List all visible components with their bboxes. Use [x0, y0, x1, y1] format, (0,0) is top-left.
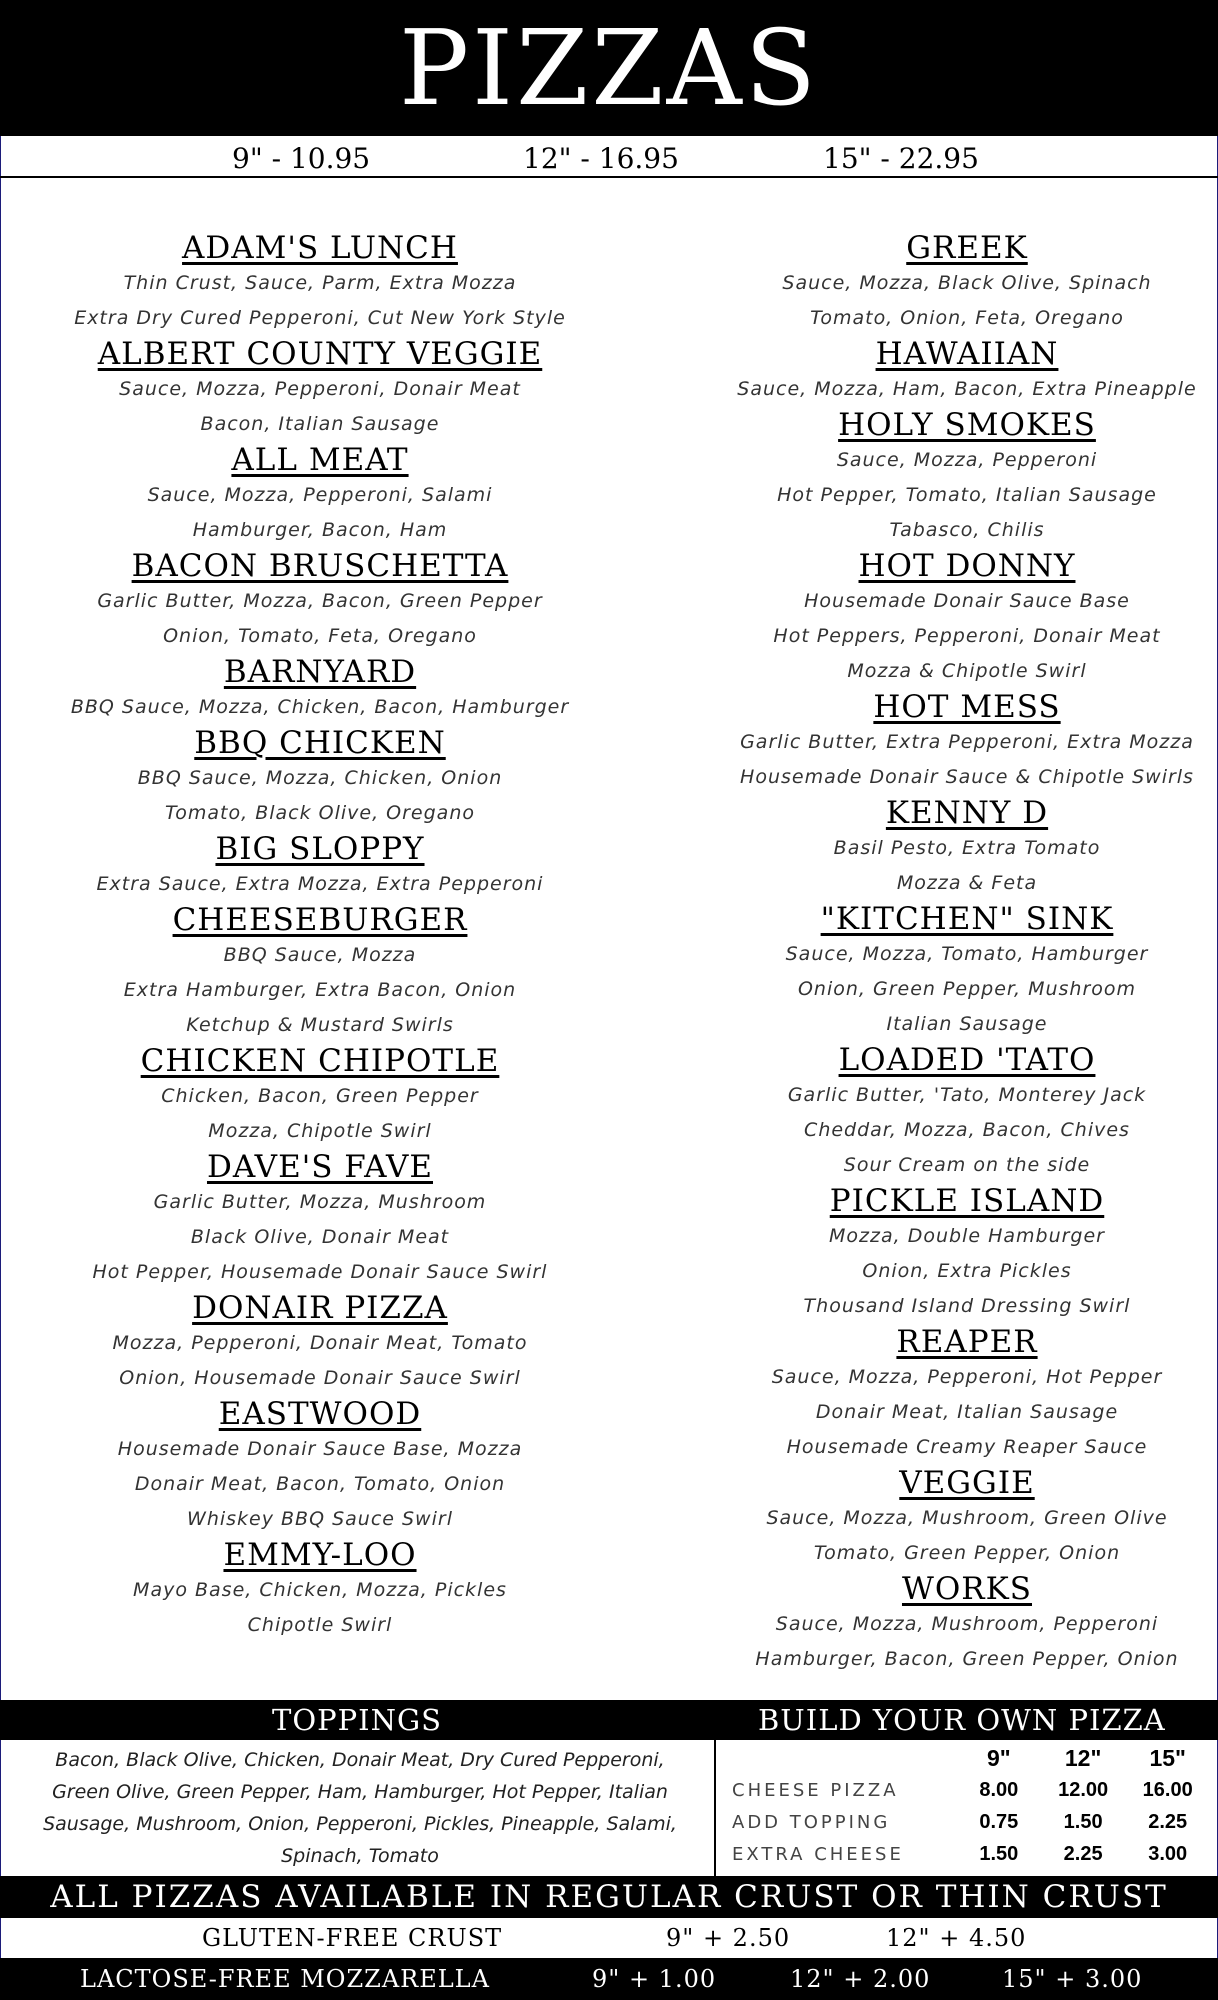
pizza-ingredients: Bacon, Italian Sausage — [200, 413, 440, 435]
toppings-title: TOPPINGS — [272, 1703, 443, 1737]
pizza-name: REAPER — [896, 1324, 1038, 1360]
pizza-ingredients: Sauce, Mozza, Mushroom, Pepperoni — [775, 1613, 1159, 1635]
pizza-name: KENNY D — [885, 795, 1049, 831]
pizza-item-hot-mess — [677, 689, 1218, 795]
pizza-name: VEGGIE — [899, 1465, 1035, 1501]
pizza-name: BARNYARD — [223, 654, 417, 690]
pizza-ingredients: Onion, Green Pepper, Mushroom — [797, 978, 1137, 1000]
size-price-15: 15" - 22.95 — [823, 142, 979, 175]
pizza-ingredients: Basil Pesto, Extra Tomato — [833, 837, 1101, 859]
pizza-ingredients: Garlic Butter, Extra Pepperoni, Extra Mozza — [740, 731, 1194, 753]
page-title: PIZZAS — [0, 0, 1218, 136]
pizza-item-albert-county-veggie — [30, 336, 610, 442]
pizza-ingredients: Extra Dry Cured Pepperoni, Cut New York Style — [74, 307, 566, 329]
pizza-name: BACON BRUSCHETTA — [131, 548, 509, 584]
toppings-line: Sausage, Mushroom, Onion, Pepperoni, Pickles, Pineapple, Salami, — [43, 1813, 677, 1835]
crust-note: ALL PIZZAS AVAILABLE IN REGULAR CRUST OR THIN CRUST — [0, 1876, 1218, 1918]
toppings-list — [10, 1744, 710, 1872]
pizza-ingredients: Black Olive, Donair Meat — [190, 1226, 450, 1248]
pizza-ingredients: Extra Hamburger, Extra Bacon, Onion — [123, 979, 517, 1001]
pizza-name: DONAIR PIZZA — [192, 1290, 448, 1326]
pizza-name: "KITCHEN" SINK — [820, 901, 1114, 937]
pizza-item-dave-s-fave — [30, 1149, 610, 1290]
pizza-item-greek — [677, 230, 1218, 336]
pizza-ingredients: Housemade Creamy Reaper Sauce — [786, 1436, 1148, 1458]
size-price-12: 12" - 16.95 — [523, 142, 679, 175]
pizza-name: GREEK — [906, 230, 1028, 266]
pizza-item-hawaiian — [677, 336, 1218, 407]
gluten-free-label: GLUTEN-FREE CRUST — [202, 1924, 503, 1952]
pizza-item-loaded-tato — [677, 1042, 1218, 1183]
pizza-ingredients: BBQ Sauce, Mozza, Chicken, Onion — [137, 767, 503, 789]
pizza-name: BIG SLOPPY — [215, 831, 425, 867]
pizza-ingredients: Garlic Butter, Mozza, Bacon, Green Pepper — [97, 590, 543, 612]
pizza-ingredients: Sauce, Mozza, Pepperoni, Donair Meat — [119, 378, 521, 400]
byo-row-cheese: CHEESE PIZZA 8.00 12.00 16.00 — [732, 1778, 1193, 1801]
toppings-line: Spinach, Tomato — [281, 1845, 439, 1867]
pizza-item-bbq-chicken — [30, 725, 610, 831]
byo-row-topping: ADD TOPPING 0.75 1.50 2.25 — [732, 1810, 1188, 1833]
pizza-item-kenny-d — [677, 795, 1218, 901]
pizza-ingredients: Whiskey BBQ Sauce Swirl — [187, 1508, 453, 1530]
pizza-item-holy-smokes — [677, 407, 1218, 548]
pizza-ingredients: Hot Pepper, Tomato, Italian Sausage — [777, 484, 1157, 506]
pizza-ingredients: Mozza & Chipotle Swirl — [847, 660, 1087, 682]
right-pizza-column — [677, 230, 1218, 1677]
pizza-name: EMMY-LOO — [223, 1537, 417, 1573]
toppings-line: Green Olive, Green Pepper, Ham, Hamburger, Hot Pepper, Italian — [52, 1781, 668, 1803]
pizza-ingredients: Cheddar, Mozza, Bacon, Chives — [804, 1119, 1130, 1141]
pizza-item-kitchen-sink — [677, 901, 1218, 1042]
pizza-ingredients: Donair Meat, Bacon, Tomato, Onion — [134, 1473, 506, 1495]
pizza-name: ADAM'S LUNCH — [182, 230, 458, 266]
pizza-ingredients: Chipotle Swirl — [247, 1614, 393, 1636]
pizza-item-works — [677, 1571, 1218, 1677]
pizza-ingredients: Donair Meat, Italian Sausage — [815, 1401, 1119, 1423]
pizza-ingredients: Onion, Extra Pickles — [862, 1260, 1072, 1282]
pizza-item-veggie — [677, 1465, 1218, 1571]
pizza-ingredients: Mozza, Chipotle Swirl — [208, 1120, 432, 1142]
pizza-ingredients: Italian Sausage — [886, 1013, 1048, 1035]
pizza-ingredients: Hamburger, Bacon, Green Pepper, Onion — [755, 1648, 1179, 1670]
pizza-name: WORKS — [901, 1571, 1032, 1607]
pizza-item-big-sloppy — [30, 831, 610, 902]
pizza-ingredients: Mozza & Feta — [896, 872, 1038, 894]
pizza-ingredients: Hot Pepper, Housemade Donair Sauce Swirl — [92, 1261, 548, 1283]
pizza-ingredients: BBQ Sauce, Mozza — [223, 944, 417, 966]
pizza-name: CHICKEN CHIPOTLE — [140, 1043, 500, 1079]
byo-row-extra-cheese: EXTRA CHEESE 1.50 2.25 3.00 — [732, 1842, 1188, 1865]
lactose-free-price-15: 15" + 3.00 — [1002, 1965, 1143, 1993]
pizza-item-all-meat — [30, 442, 610, 548]
pizza-ingredients: Tomato, Green Pepper, Onion — [813, 1542, 1121, 1564]
pizza-name: CHEESEBURGER — [172, 902, 468, 938]
pizza-ingredients: Housemade Donair Sauce Base — [804, 590, 1130, 612]
pizza-item-adam-s-lunch — [30, 230, 610, 336]
gluten-free-price-12: 12" + 4.50 — [886, 1924, 1027, 1952]
pizza-item-chicken-chipotle — [30, 1043, 610, 1149]
pizza-ingredients: Housemade Donair Sauce Base, Mozza — [117, 1438, 523, 1460]
byo-header-9: 9" — [986, 1744, 1011, 1771]
build-your-own-table — [720, 1742, 1210, 1870]
lactose-free-price-12: 12" + 2.00 — [790, 1965, 931, 1993]
pizza-ingredients: Hamburger, Bacon, Ham — [192, 519, 448, 541]
pizza-ingredients: Mayo Base, Chicken, Mozza, Pickles — [133, 1579, 507, 1601]
pizza-ingredients: Onion, Housemade Donair Sauce Swirl — [119, 1367, 521, 1389]
pizza-ingredients: Extra Sauce, Extra Mozza, Extra Pepperoni — [96, 873, 544, 895]
pizza-ingredients: Sauce, Mozza, Tomato, Hamburger — [785, 943, 1149, 965]
pizza-item-reaper — [677, 1324, 1218, 1465]
lactose-free-price-9: 9" + 1.00 — [592, 1965, 717, 1993]
pizza-item-eastwood — [30, 1396, 610, 1537]
pizza-item-pickle-island — [677, 1183, 1218, 1324]
toppings-line: Bacon, Black Olive, Chicken, Donair Meat, Dry Cured Pepperoni, — [55, 1749, 665, 1771]
pizza-item-bacon-bruschetta — [30, 548, 610, 654]
pizza-ingredients: Tomato, Black Olive, Oregano — [165, 802, 475, 824]
pizza-ingredients: BBQ Sauce, Mozza, Chicken, Bacon, Hamburger — [70, 696, 570, 718]
pizza-name: EASTWOOD — [218, 1396, 422, 1432]
pizza-name: LOADED 'TATO — [838, 1042, 1096, 1078]
pizza-ingredients: Sauce, Mozza, Black Olive, Spinach — [782, 272, 1152, 294]
pizza-name: HOLY SMOKES — [838, 407, 1096, 443]
pizza-name: HAWAIIAN — [875, 336, 1059, 372]
size-divider — [0, 176, 1218, 178]
pizza-name: DAVE'S FAVE — [206, 1149, 433, 1185]
byo-header-15: 15" — [1149, 1744, 1186, 1771]
pizza-name: HOT MESS — [873, 689, 1061, 725]
pizza-name: BBQ CHICKEN — [194, 725, 446, 761]
build-your-own-title: BUILD YOUR OWN PIZZA — [758, 1703, 1166, 1737]
pizza-ingredients: Sauce, Mozza, Mushroom, Green Olive — [766, 1507, 1168, 1529]
pizza-ingredients: Tabasco, Chilis — [889, 519, 1045, 541]
gluten-free-price-9: 9" + 2.50 — [666, 1924, 791, 1952]
size-price-9: 9" - 10.95 — [232, 142, 371, 175]
lactose-free-label: LACTOSE-FREE MOZZARELLA — [80, 1965, 490, 1993]
pizza-item-donair-pizza — [30, 1290, 610, 1396]
pizza-name: PICKLE ISLAND — [829, 1183, 1105, 1219]
pizza-name: ALL MEAT — [231, 442, 409, 478]
pizza-ingredients: Chicken, Bacon, Green Pepper — [161, 1085, 479, 1107]
section-divider — [714, 1740, 716, 1876]
pizza-ingredients: Mozza, Pepperoni, Donair Meat, Tomato — [112, 1332, 528, 1354]
pizza-ingredients: Thin Crust, Sauce, Parm, Extra Mozza — [123, 272, 517, 294]
pizza-ingredients: Sauce, Mozza, Pepperoni — [836, 449, 1098, 471]
pizza-item-cheeseburger — [30, 902, 610, 1043]
pizza-ingredients: Sour Cream on the side — [843, 1154, 1091, 1176]
pizza-ingredients: Garlic Butter, Mozza, Mushroom — [153, 1191, 487, 1213]
pizza-ingredients: Mozza, Double Hamburger — [829, 1225, 1105, 1247]
pizza-ingredients: Tomato, Onion, Feta, Oregano — [810, 307, 1124, 329]
pizza-ingredients: Housemade Donair Sauce & Chipotle Swirls — [740, 766, 1194, 788]
pizza-ingredients: Sauce, Mozza, Pepperoni, Hot Pepper — [771, 1366, 1163, 1388]
pizza-ingredients: Garlic Butter, 'Tato, Monterey Jack — [787, 1084, 1147, 1106]
pizza-ingredients: Sauce, Mozza, Pepperoni, Salami — [147, 484, 493, 506]
pizza-name: ALBERT COUNTY VEGGIE — [97, 336, 543, 372]
pizza-ingredients: Hot Peppers, Pepperoni, Donair Meat — [773, 625, 1161, 647]
pizza-item-barnyard — [30, 654, 610, 725]
pizza-ingredients: Ketchup & Mustard Swirls — [186, 1014, 454, 1036]
pizza-item-hot-donny — [677, 548, 1218, 689]
pizza-ingredients: Onion, Tomato, Feta, Oregano — [163, 625, 477, 647]
left-pizza-column — [30, 230, 610, 1643]
pizza-name: HOT DONNY — [858, 548, 1076, 584]
pizza-ingredients: Sauce, Mozza, Ham, Bacon, Extra Pineapple — [737, 378, 1197, 400]
pizza-ingredients: Thousand Island Dressing Swirl — [803, 1295, 1131, 1317]
pizza-item-emmy-loo — [30, 1537, 610, 1643]
byo-header-12: 12" — [1064, 1744, 1102, 1771]
